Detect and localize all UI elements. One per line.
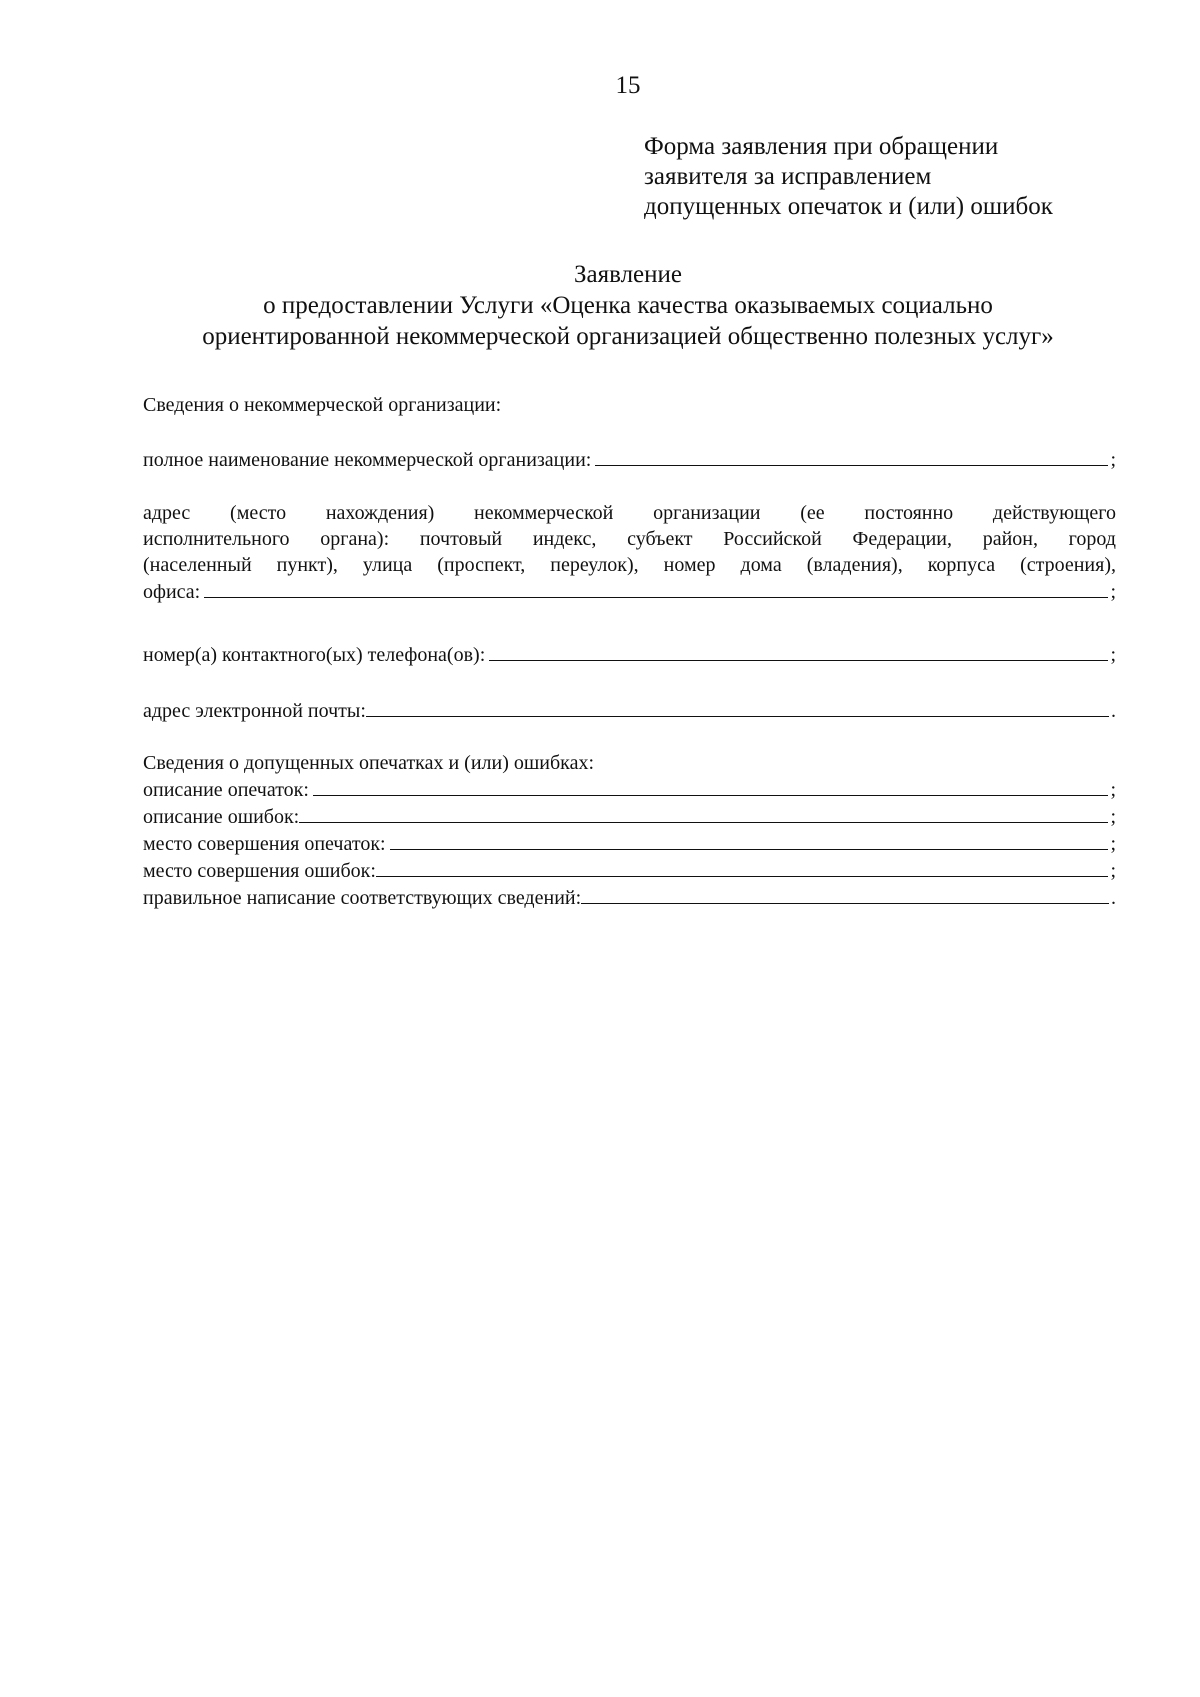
errors-block: [143, 750, 1116, 911]
email-label: адрес электронной почты:: [143, 700, 366, 722]
address-end: ;: [1110, 581, 1116, 603]
correct-spelling-end: .: [1111, 887, 1116, 909]
email-field[interactable]: [366, 697, 1109, 717]
errors-end: ;: [1110, 806, 1116, 828]
full-name-end: ;: [1110, 449, 1116, 471]
phone-row: [143, 641, 1116, 668]
full-name-row: [143, 446, 1116, 473]
email-end: .: [1111, 700, 1116, 722]
document-title-line: ориентированной некоммерческой организацией общественно полезных услуг»: [202, 323, 1054, 350]
org-info-heading: Сведения о некоммерческой организации:: [143, 394, 502, 416]
errors-row: [143, 803, 1116, 830]
correct-spelling-field[interactable]: [581, 884, 1109, 904]
address-row: [143, 578, 1116, 605]
errors-info-heading: Сведения о допущенных опечатках и (или) ошибках:: [143, 752, 595, 774]
errors-field[interactable]: [299, 803, 1108, 823]
phone-end: ;: [1110, 644, 1116, 666]
form-heading-line: заявителя за исправлением: [644, 163, 932, 190]
typos-label: описание опечаток:: [143, 779, 309, 801]
typos-place-field[interactable]: [390, 830, 1109, 850]
errors-place-row: [143, 857, 1116, 884]
phone-field[interactable]: [489, 641, 1108, 661]
typos-place-end: ;: [1110, 833, 1116, 855]
document-title-main: Заявление: [573, 261, 683, 288]
form-heading-line: допущенных опечаток и (или) ошибок: [644, 193, 1053, 220]
address-text-line: исполнительного органа): почтовый индекс, субъект Российской Федерации, район, город: [143, 528, 1116, 550]
typos-row: [143, 776, 1116, 803]
errors-place-field[interactable]: [376, 857, 1109, 877]
errors-place-end: ;: [1110, 860, 1116, 882]
correct-spelling-row: [143, 884, 1116, 911]
form-heading-line: Форма заявления при обращении: [644, 133, 999, 160]
full-name-field[interactable]: [595, 446, 1108, 466]
email-row: [143, 697, 1116, 724]
typos-place-label: место совершения опечаток:: [143, 833, 386, 855]
typos-end: ;: [1110, 779, 1116, 801]
errors-label: описание ошибок:: [143, 806, 300, 828]
document-title-line: о предоставлении Услуги «Оценка качества оказываемых социально: [263, 292, 993, 319]
address-text-line: адрес (место нахождения) некоммерческой организации (ее постоянно действующего: [143, 502, 1116, 524]
address-text-line: (населенный пункт), улица (проспект, переулок), номер дома (владения), корпуса (строения),: [143, 554, 1116, 576]
full-name-label: полное наименование некоммерческой организации:: [143, 449, 592, 471]
address-field[interactable]: [204, 578, 1108, 598]
document-title: [0, 259, 1200, 352]
page-number: 15: [615, 72, 641, 99]
form-heading: [644, 132, 1053, 222]
phone-label: номер(а) контактного(ых) телефона(ов):: [143, 644, 486, 666]
typos-place-row: [143, 830, 1116, 857]
errors-place-label: место совершения ошибок:: [143, 860, 376, 882]
correct-spelling-label: правильное написание соответствующих сведений:: [143, 887, 582, 909]
address-label: офиса:: [143, 581, 201, 603]
typos-field[interactable]: [313, 776, 1109, 796]
address-block: [143, 500, 1116, 605]
